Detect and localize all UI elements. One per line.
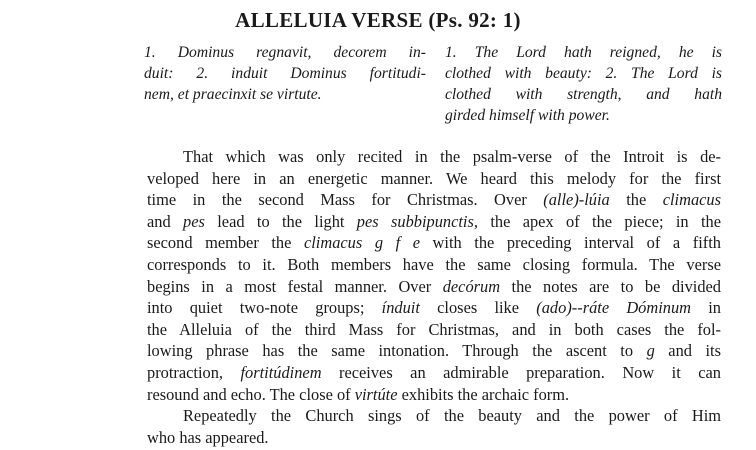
commentary-line: corresponds to it. Both members have the same closing formula. The verse: [147, 254, 721, 274]
commentary-line: who has appeared.: [147, 427, 269, 447]
commentary-line: time in the second Mass for Christmas. Over (alle)-lúia the climacus: [147, 190, 721, 210]
commentary-body: [147, 146, 721, 448]
commentary-line: into quiet two-note groups; índuit closes like (ado)--ráte Dóminum in: [147, 298, 721, 318]
english-verse-line: 1. The Lord hath reigned, he is: [445, 44, 722, 61]
section-heading: ALLELUIA VERSE (Ps. 92: 1): [235, 8, 521, 32]
commentary-line: second member the climacus g f e with the preceding interval of a fifth: [147, 233, 721, 253]
commentary-line: and pes lead to the light pes subbipunctis, the apex of the piece; in the: [147, 211, 722, 231]
commentary-line: veloped here in an energetic manner. We heard this melody for the first: [147, 168, 721, 188]
english-verse-column: [445, 42, 722, 126]
commentary-line: That which was only recited in the psalm-verse of the Introit is de-: [183, 147, 721, 166]
commentary-line: the Alleluia of the third Mass for Christmas, and in both cases the fol-: [147, 319, 721, 339]
commentary-line: Repeatedly the Church sings of the beauty and the power of Him: [183, 406, 721, 426]
commentary-line: lowing phrase has the same intonation. Through the ascent to g and its: [147, 341, 721, 361]
english-verse-line: clothed with strength, and hath: [445, 86, 722, 103]
english-verse-line: girded himself with power.: [445, 107, 610, 124]
commentary-line: resound and echo. The close of virtúte exhibits the archaic form.: [147, 384, 570, 404]
latin-verse-line: 1. Dominus regnavit, decorem in-: [144, 44, 426, 61]
english-verse-line: clothed with beauty: 2. The Lord is: [445, 65, 722, 82]
commentary-line: begins in a most festal manner. Over decórum the notes are to be divided: [147, 276, 721, 296]
latin-verse-line: duit: 2. induit Dominus fortitudi-: [144, 65, 426, 82]
latin-verse-line: nem, et praecinxit se virtute.: [144, 86, 322, 103]
commentary-line: protraction, fortitúdinem receives an admirable preparation. Now it can: [147, 362, 721, 382]
latin-verse-column: [144, 42, 426, 105]
